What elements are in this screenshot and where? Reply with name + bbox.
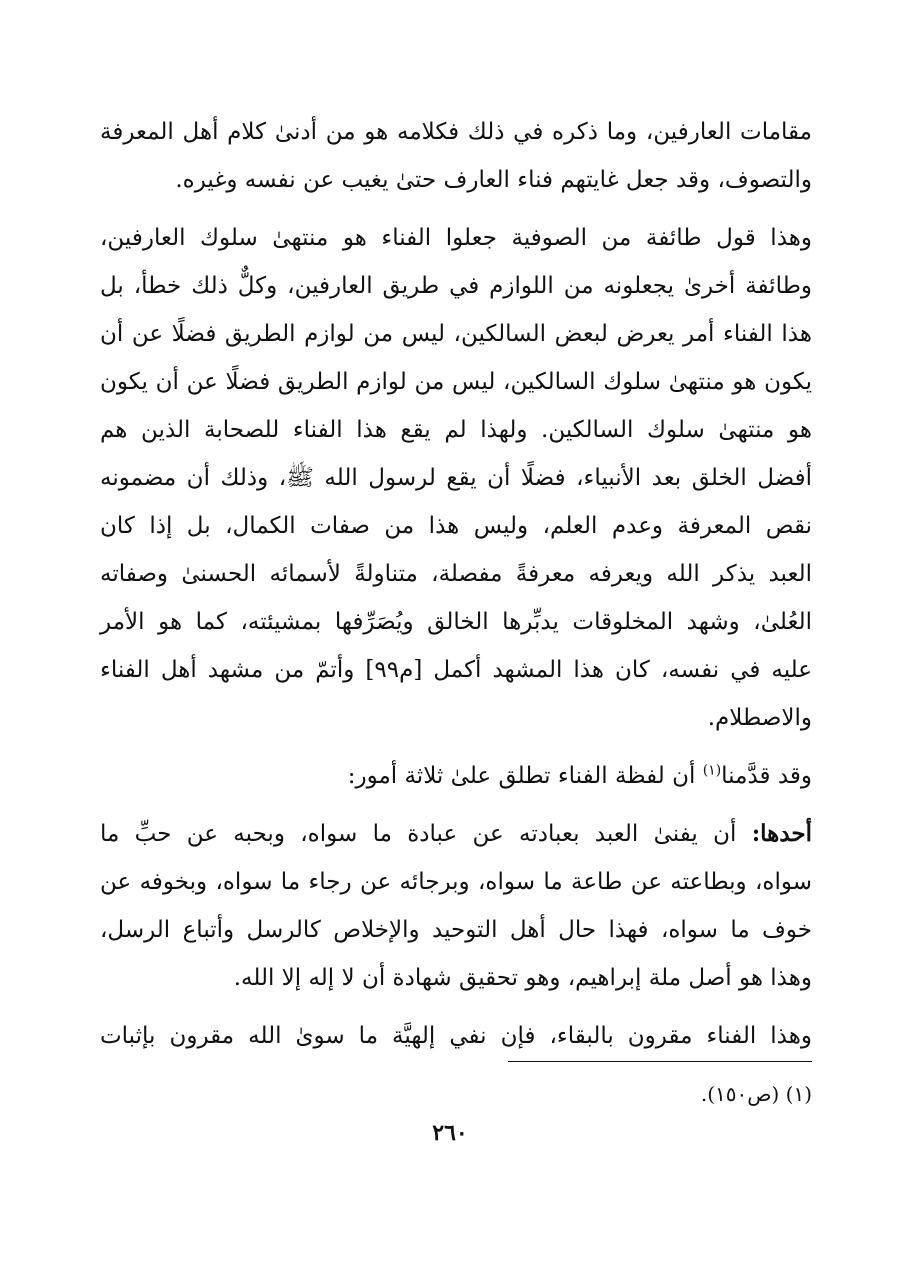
paragraph (100, 214, 812, 742)
text-line: والتصوف، وقد جعل غايتهم فناء العارف حتىٰ يغيب عن نفسه وغيره. (175, 167, 812, 193)
text-line: أفضل الخلق بعد الأنبياء، فضلًا أن يقع لرسول الله ﷺ، وذلك أن مضمونه (100, 465, 812, 491)
text-line: العُلىٰ، وشهد المخلوقات يدبِّرها الخالق ويُصَرِّفها بمشيئته، كما هو الأمر (100, 609, 812, 635)
main-text (100, 108, 812, 1060)
text-segment: أن يفنىٰ العبد بعبادته عن عبادة ما سواه، وبحبه عن حبِّ ما (100, 821, 752, 847)
paragraph-gap (100, 800, 812, 810)
paragraph (100, 810, 812, 1002)
text-line: خوف ما سواه، فهذا حال أهل التوحيد والإخلاص كالرسل وأتباع الرسل، (100, 917, 812, 943)
text-line: سواه، وبطاعته عن طاعة ما سواه، وبرجائه عن رجاء ما سواه، وبخوفه عن (100, 869, 812, 895)
text-line: وطائفة أخرىٰ يجعلونه من اللوازم في طريق العارفين، وكلٌّ ذلك خطأ، بل (100, 273, 812, 299)
text-line (100, 810, 812, 858)
text-line: نقص المعرفة وعدم العلم، وليس هذا من صفات الكمال، بل إذا كان (100, 513, 812, 539)
paragraph (100, 752, 812, 800)
footnote: (١) (ص١٥٠). (700, 1082, 812, 1106)
paragraph (100, 108, 812, 204)
text-line: والاصطلام. (707, 705, 812, 731)
text-line: العبد يذكر الله ويعرفه معرفةً مفصلة، متناولةً لأسمائه الحسنىٰ وصفاته (100, 561, 812, 587)
paragraph (100, 1012, 812, 1060)
text-line: مقامات العارفين، وما ذكره في ذلك فكلامه هو من أدنىٰ كلام أهل المعرفة (100, 119, 812, 145)
page-number: ٢٦٠ (432, 1120, 468, 1146)
footnote-reference[interactable]: (١) (702, 762, 722, 779)
text-line: هو منتهىٰ سلوك السالكين. ولهذا لم يقع هذا الفناء للصحابة الذين هم (100, 417, 812, 443)
text-line: يكون هو منتهىٰ سلوك السالكين، ليس من لوازم الطريق فضلًا عن أن يكون (100, 369, 812, 395)
text-segment: وقد قدَّمنا (721, 763, 812, 789)
text-line: هذا الفناء أمر يعرض لبعض السالكين، ليس من لوازم الطريق فضلًا عن أن (100, 321, 812, 347)
bold-lead: أحدها: (751, 820, 812, 847)
text-line: وهذا الفناء مقرون بالبقاء، فإن نفي إلهيَّة ما سوىٰ الله مقرون بإثبات (100, 1023, 812, 1049)
paragraph-gap (100, 742, 812, 752)
text-line: وهذا قول طائفة من الصوفية جعلوا الفناء هو منتهىٰ سلوك العارفين، (100, 225, 812, 251)
text-line: عليه في نفسه، كان هذا المشهد أكمل [م٩٩] وأتمّ من مشهد أهل الفناء (100, 657, 813, 683)
paragraph-gap (100, 1002, 812, 1012)
text-line (100, 752, 812, 800)
footnote-separator (508, 1061, 812, 1062)
text-line: وهذا هو أصل ملة إبراهيم، وهو تحقيق شهادة أن لا إله إلا الله. (233, 965, 812, 991)
text-segment: أن لفظة الفناء تطلق علىٰ ثلاثة أمور: (347, 763, 703, 789)
paragraph-gap (100, 204, 812, 214)
